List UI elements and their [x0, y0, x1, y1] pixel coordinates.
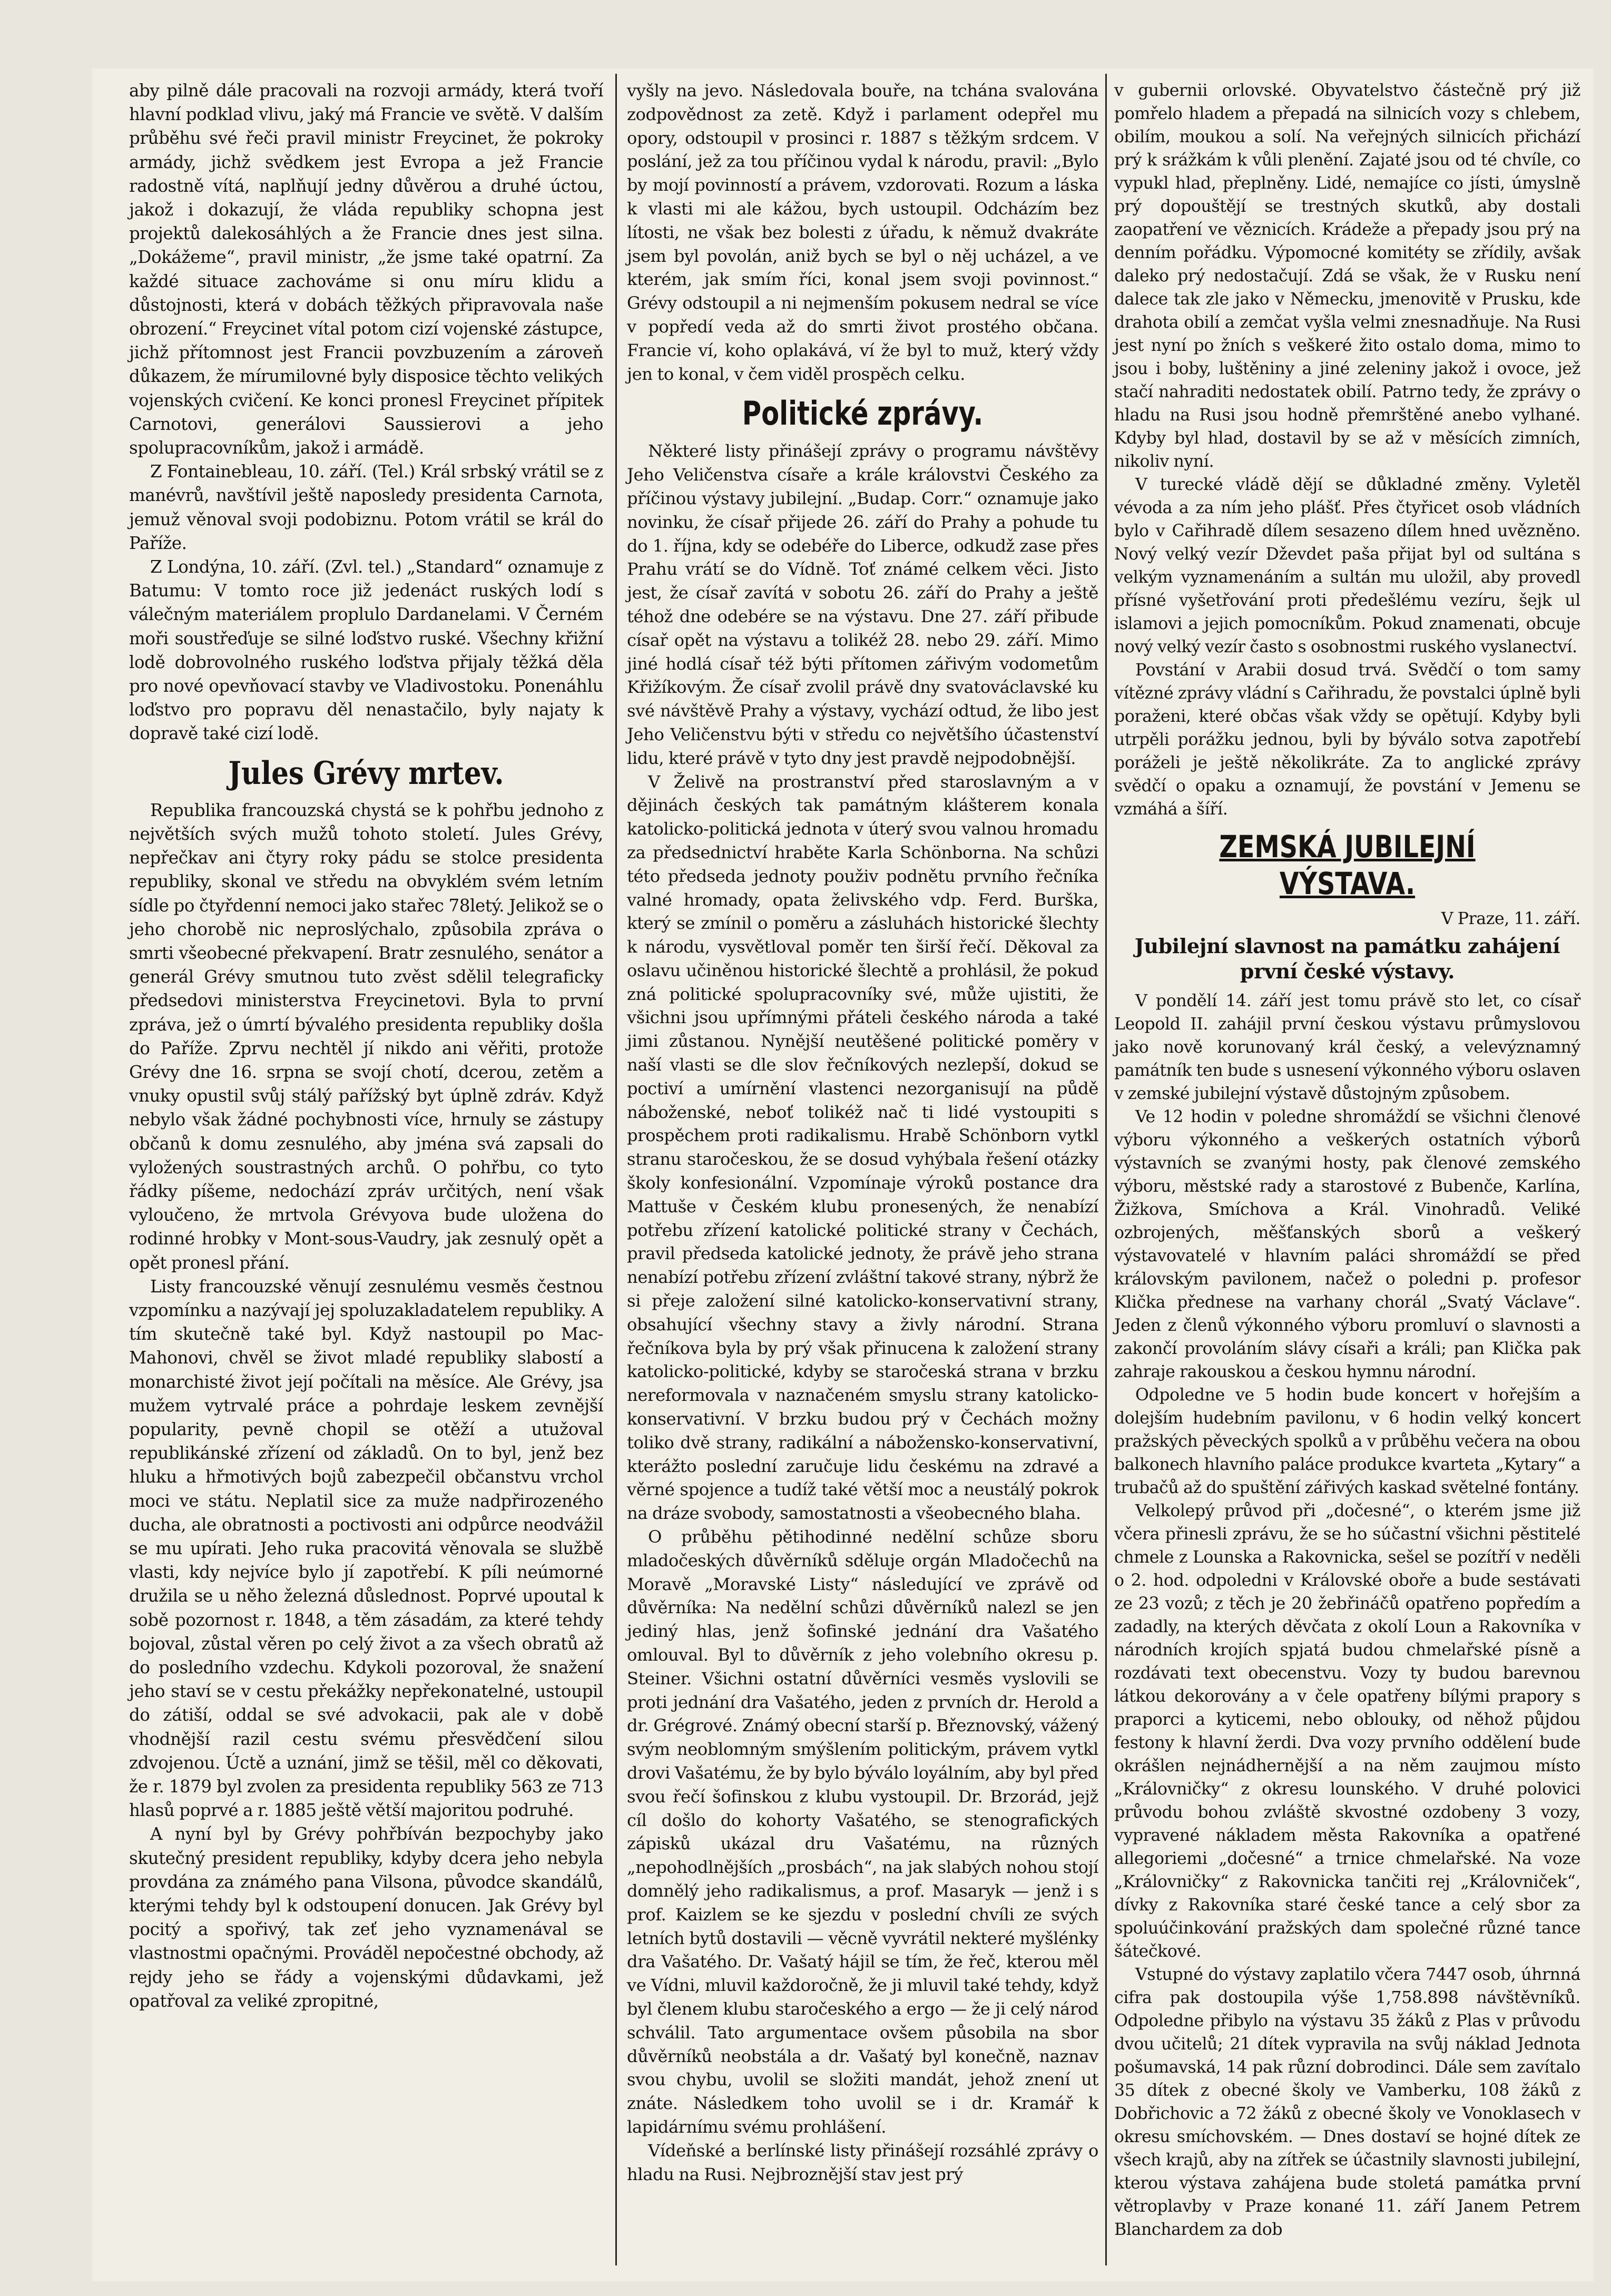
article-subheading: Jubilejní slavnost na památku zahájení první české výstavy.: [1134, 934, 1560, 983]
column-rule: [1105, 74, 1107, 2265]
article-paragraph: Vídeňské a berlínské listy přinášejí rozsáhlé zprávy o hladu na Rusi. Nejbroznější stav jest prý: [627, 2140, 1098, 2184]
article-paragraph: Některé listy přinášejí zprávy o programu návštěvy Jeho Veličenstva císaře a krále královstvi Českého za příčinou výstavy jubilejní. „Budap. Corr.“ oznamuje jako novinku, že císař přijede 26. září do Prahy a pohude tu do 1. října, kdy se odebéře do Liberce, odkudž zase přes Prahu vrátí se do Vídně. Toť známé celkem věci. Jisto jest, že císař zavítá v sobotu 26. září do Prahy a ještě téhož dne odebére se na výstavu. Dne 27. září přibude císař opět na výstavu a tolikéž 28. nebo 29. září. Mimo jiné hodlá císař též býti přítomen zářivým vodometům Křižíkovým. Že císař zvolil právě dny svatováclavské ku své návštěvě Prahy a výstavy, vychází odtud, že libo jest Jeho Veličenstvu býti v středu co největšího účastenství lidu, které právě v tyto dny jest pravdě nejpodobnější.: [627, 441, 1098, 768]
column-middle: [627, 79, 1098, 2186]
article-paragraph: V pondělí 14. září jest tomu právě sto let, co císař Leopold II. zahájil první českou výstavu průmyslovou jako nově korunovaný král český, a velevýznamný památník ten bude s usnesení výkonného výboru oslaven v zemské jubilejní výstavě důstojným způsobem.: [1114, 992, 1580, 1103]
article-paragraph: Republika francouzská chystá se k pohřbu jednoho z největších svých mužů tohoto století. Jules Grévy, nepřečkav ani čtyry roky pádu se stolce presidenta republiky, skonal ve středu na obvyklém svém letním sídle po čtyřdenní nemoci jako stařec 78letý. Jelikož se o jeho chorobě nic neproslýchalo, způsobila zpráva o smrti všeobecné překvapení. Bratr zesnulého, senátor a generál Grévy smutnou tuto zvěst sdělil telegraficky předsedovi ministerstva Freycinetovi. Byla to první zpráva, jež o úmrtí bývalého presidenta republiky došla do Paříže. Zprvu nechtěl jí nikdo ani věřiti, protože Grévy dne 16. srpna se svojí chotí, dcerou, zetěm a vnuky opustil svůj stálý pařížský byt úplně zdráv. Když nebylo však žádné pochybnosti více, hrnuly se zástupy občanů k domu zesnulého, aby jména svá zapsali do vyložených soustrastných archů. O pohřbu, co tyto řádky píšeme, nedochází zpráv určitých, není však vyloučeno, že mrtvola Grévyova bude uložena do rodinné hrobky v Mont-sous-Vaudry, jak zesnulý opět a opět pronesl přání.: [129, 800, 603, 1273]
article-paragraph: Vstupné do výstavy zaplatilo včera 7447 osob, úhrnná cifra pak dostoupila výše 1,758.898 návštěvníků. Odpoledne přibylo na výstavu 35 žáků z Plas v průvodu dvou učitelů; 21 dítek vypravila na svůj náklad Jednota pošumavská, 14 pak různí dobrodinci. Dále sem zavítalo 35 dítek z obecné školy ve Vamberku, 108 žáků z Dobřichovic a 72 žáků z obecné školy ve Vonoklasech v okresu smíchovském. — Dnes dostaví se hojné dítek ze všech krajů, aby na zítřek se účastnily slavnosti jubilejní, kterou výstava zahájena bude stoletá památka první větroplavby v Praze konané 11. září Janem Petrem Blanchardem za dob: [1114, 1965, 1580, 2239]
article-paragraph: A nyní byl by Grévy pohřbíván bezpochyby jako skutečný president republiky, kdyby dcera jeho nebyla provdána za známého pana Vilsona, původce skandálů, kterými tehdy byl k odstoupení donucen. Jak Grévy byl pocitý a spořivý, tak zeť jeho vyznamenával se vlastnostmi opačnými. Prováděl nepočestné obchody, až rejdy jeho se řády a vojenskými důdavkami, jež opatřoval za veliké zpropitné,: [129, 1824, 603, 2011]
telegram-paragraph: Z Fontainebleau, 10. září. (Tel.) Král srbský vrátil se z manévrů, navštívil ještě naposledy presidenta Carnota, jemuž věnoval svoji podobiznu. Potom vrátil se král do Paříže.: [129, 462, 603, 553]
article-paragraph: V turecké vládě dějí se důkladné změny. Vyletěl vévoda a za ním jeho plášť. Přes čtyřicet osob vládních bylo v Cařihradě dílem sesazeno dílem hned uvězněno. Nový velký vezír Dževdet paša přijat byl od sultána s velkým vyznamenáním a sultán mu uložil, aby provedl přísné vyšetřování proti předešlému vezíru, šejk ul islamovi a jejich pomocníkům. Pokud znamenati, obcuje nový velký vezír často s osobnostmi ruského vyslanectví.: [1114, 475, 1580, 656]
telegram-paragraph: Z Londýna, 10. září. (Zvl. tel.) „Standard“ oznamuje z Batumu: V tomto roce již jedenáct ruských lodí s válečným materiálem proplulo Dardanelami. V Černém moři soustřeďuje se silné loďstvo ruské. Všechny křižní lodě dobrovolného ruského loďstva přijaly těžká děla pro nové opevňovací stavby ve Vladivostoku. Ponenáhlu loďstvo pro popravu děl nenastačilo, byly najaty k dopravě také cizí lodě.: [129, 557, 603, 744]
section-heading: Politické zprávy.: [742, 394, 984, 433]
section-heading: ZEMSKÁ JUBILEJNÍ VÝSTAVA.: [1219, 829, 1476, 901]
article-paragraph: aby pilně dále pracovali na rozvoji armády, která tvoří hlavní podklad vlivu, jaký má Francie ve světě. V dalším průběhu své řeči pravil ministr Freycinet, že pokroky armády, jichž svědkem jest Evropa a jež Francie radostně vítá, naplňují jedny důvěrou a druhé úctou, jakož i dokazují, že vláda republiky schopna jest projektů dalekosáhlých a že Francie dnes jest silna. „Dokážeme“, pravil ministr, „že jsme také opatrní. Za každé situace zachováme si onu míru klidu a důstojnosti, která v dobách těžkých připravovala naše obrození.“ Freycinet vítal potom cizí vojenské zástupce, jichž přítomnost jest Francii povzbuzením a zároveň důkazem, že mírumilovné byly disposice těchto velikých vojenských cvičení. Ke konci pronesl Freycinet přípitek Carnotovi, generálovi Saussierovi a jeho spolupracovníkům, jakož i armádě.: [129, 81, 603, 458]
article-paragraph: Ve 12 hodin v poledne shromáždí se všichni členové výboru výkonného a veškerých ostatních výborů výstavních se zvanými hosty, pak členové zemského výboru, městské rady a starostové z Bubenče, Karlína, Žižkova, Smíchova a Král. Vinohradů. Veliké ozbrojených, měšťanských sborů a veškerý výstavovatelé v hlavním paláci shromáždí se před královským pavilonem, načež o poledni p. profesor Klička přednese na varhany chorál „Svatý Václave“. Jeden z členů výkonného výboru promluví o slavnosti a zakončí provoláním slávy císaři a králi; pan Klička pak zahraje rakouskou a českou hymnu národní.: [1114, 1107, 1580, 1381]
column-rule: [615, 74, 617, 2265]
article-paragraph: Velkolepý průvod při „dočesné“, o kterém jsme již včera přinesli zprávu, že se ho súčastní všichni pěstitelé chmele z Lounska a Rakovnicka, sešel se pozítří v neděli o 2. hod. odpoledni v Královské oboře a bude sestávati ze 23 vozů; z těch je 20 žebřináčů opatřeno popředím a zadadly, na kterých děvčata z okolí Loun a Rakovníka v národních krojích spjatá budou chmelařské písně a rozdávati text obecenstvu. Vozy ty budou barevnou látkou dekorovány a v čele opatřeny bílými prapory s praporci a kyticemi, nebo oblouky, od něhož půjdou festony k hlavní žerdi. Dva vozy prvního oddělení bude okrášlen nejnádhernější a na něm zaujmou místo „Královničky“ z okresu lounského. V druhé polovici průvodu bohou zvláště skvostné ozdobeny 3 vozy, vypravené nákladem města Rakovníka a opatřené allegoriemi „dočesné“ a trnice chmelařské. Na voze „Královničky“ z Rakovnicka tančiti rej „Královniček“, dívky z Rakovníka staré české tance a celý sbor za spoluúčinkování pražských dam společné různé tance šátečkové.: [1114, 1502, 1580, 1961]
article-paragraph: Povstání v Arabii dosud trvá. Svědčí o tom samy vítězné zprávy vládní s Cařihradu, že povstalci úplně byli poraženi, které občas však vždy se opětují. Kdyby byli utrpěli porážku jednou, byli by býválo sotva zapotřebí poráželi je ještě několikráte. Za to anglické zprávy svědčí o opaku a oznamují, že povstání v Jemenu se vzmáhá a šíří.: [1114, 661, 1580, 819]
column-left: [129, 79, 603, 2013]
article-paragraph: vyšly na jevo. Následovala bouře, na tchána svalována zodpovědnost za zetě. Když i parlament odepřel mu opory, odstoupil v prosinci r. 1887 s těžkým srdcem. V poslání, jež za tou příčinou vydal k národu, pravil: „Bylo by mojí povinností a právem, vzdorovati. Rozum a láska k vlasti mi ale kážou, bych ustoupil. Odcházím bez lítosti, ne však bez bolesti z úřadu, k němuž dvakráte jsem byl povolán, aniž bych se byl o něj ucházel, a ve kterém, jak smím říci, konal jsem svoji povinnost.“ Grévy odstoupil a ni nejmenším pokusem nedral se více v popředí veda až do smrti život prostého občana. Francie ví, koho oplakává, ví že byl to muž, který vždy jen to konal, v čem viděl prospěch celku.: [627, 81, 1098, 384]
article-heading: Jules Grévy mrtev.: [228, 754, 504, 792]
article-paragraph: Listy francouzské věnují zesnulému vesměs čestnou vzpomínku a nazývají jej spoluzakladatelem republiky. A tím skutečně také byl. Když nastoupil po Mac-Mahonovi, chvěl se život mladé republiky slabostí a monarchisté život její počítali na měsíce. Ale Grévy, jsa mužem vytrvalé práce a pohrdaje leskem zevnější popularity, pevně chopil se otěží a utužoval republikánské zřízení od základů. On to byl, jenž bez hluku a hřmotivých bojů zabezpečil občanstvu vrchol moci ve státu. Neplatil sice za muže nadpřirozeného ducha, ale obratnosti a poctivosti ani odpůrce neodvážil se mu upírati. Jeho ruka pracovitá věnovala se službě vlasti, kdy nejvíce bylo jí zapotřebí. K píli neúmorné družila se u něho železná důslednost. Poprvé upoutal k sobě pozornost r. 1848, a těm zásadám, za které tehdy bojoval, zůstal věren po celý život a za všech obratů až do posledního vzdechu. Kdykoli pozoroval, že snažení jeho staví se v cestu překážky nepřekonatelné, ustoupil do zátiší, oddal se své advokacii, pak ale v době vhodnější razil cestu svému přesvědčení silou zdvojenou. Úctě a uznání, jimž se těšil, měl co děkovati, že r. 1879 byl zvolen za presidenta republiky 563 ze 713 hlasů poprvé a r. 1885 ještě větší majoritou podruhé.: [129, 1276, 603, 1821]
article-paragraph: V Želivě na prostranství před staroslavným a v dějinách českých tak památným klášterem konala katolicko-politická jednota v úterý svou valnou hromadu za předsednictví hraběte Karla Schönborna. Na schůzi této předseda jednoty použiv podnětu prvního řečníka valné hromady, opata želivského vdp. Ferd. Burška, který se zmínil o poměru a zásluhách historické šlechty k národu, vysvětloval poměr ten širší řečí. Děkoval za oslavu učiněnou historické šlechtě a prohlásil, že pokud zná politické spolupracovníky své, může ujistiti, že všichni jsou upřímnými přáteli českého národa a také jimi zůstanou. Nynější neutěšené politické poměry v naší vlasti se dle slov řečníkových nezlepší, dokud se poctiví a umírnění vlastenci nezorganisují na půdě náboženské, neboť tolikéž nač ti lidé vystoupiti s prospěchem proti radikalismu. Hrabě Schönborn vytkl stranu staročeskou, že se dosud vyhýbala řešení otázky školy konfesionální. Vzpomínaje výroků postance dra Mattuše v Českém klubu pronesených, že nenabízí potřebu zřízení katolické politické strany v Čechách, pravil předseda katolické jednoty, že právě jeho strana nenabízí potřebu zřízení zvláštní takové strany, nýbrž že si přeje založení silné katolicko-konservativní strany, obsahující všechny stavy a živly národní. Strana řečníkova byla by prý však přinucena k založení strany katolicko-politické, kdyby se staročeská strana v brzku nereformovala v naznačeném smyslu strany katolicko-konservativní. V brzku budou prý v Čechách možny toliko dvě strany, radikální a nábožensko-konservativní, kterážto poslední zaručuje lidu českému na zdravé a věrné spojence a tudíž také větší moc a neustálý pokrok na dráze svobody, samostatnosti a všeobecného blaha.: [627, 771, 1098, 1524]
article-paragraph: O průběhu pětihodinné nedělní schůze sboru mladočeských důvěrníků sděluje orgán Mladočechů na Moravě „Moravské Listy“ následující ve zprávě od důvěrníka: Na nedělní schůzi důvěrníků nalezl se jen jediný hlas, jenž šofinské jednání dra Vašatého omlouval. Byl to důvěrník z jeho volebního okresu p. Steiner. Všichni ostatní důvěrníci vesměs vyslovili se proti jednání dra Vašatého, jeden z prvních dr. Herold a dr. Grégrové. Známý obecní starší p. Březnovský, vážený svým neoblomným smýšlením politickým, právem vytkl drovi Vašatému, že by bylo býválo loyálním, aby byl před svou řečí šofinskou z klubu vystoupil. Dr. Brzorád, jejž cíl došlo do kohorty Vašatého, se stenografických zápisků ukázal dru Vašatému, na různých „nepohodlnějších „prosbách“, na jak slabých nohou stojí domnělý jeho radikalismus, a prof. Masaryk — jenž i s prof. Kaizlem se ke sjezdu v poslední chvíli ze svých letních bytů dostavili — věcně vyvrátil nekteré myšlénky dra Vašatého. Dr. Vašatý hájil se tím, že řeč, kterou měl ve Vídni, mluvil každoročně, že ji mluvil také tehdy, když byl členem klubu staročeského a ergo — že ji celý národ schválil. Tato argumentace ovšem působila na sbor důvěrníků neobstála a dr. Vašatý byl konečně, naznav svou chybu, uvolil se složiti mandát, jehož znení ut znáte. Následkem toho uvolil se i dr. Kramář k lapidárnímu svému prohlášení.: [627, 1527, 1098, 2137]
dateline: V Praze, 11. září.: [1441, 909, 1580, 928]
article-paragraph: Odpoledne ve 5 hodin bude koncert v hořejším a dolejším hudebním pavilonu, v 6 hodin velký koncert pražských pěveckých spolků a v průběhu večera na obou balkonech hlavního paláce produkce kvarteta „Kytary“ a trubačů až do spuštění zářivých kaskad světelné fontány.: [1114, 1386, 1580, 1497]
article-paragraph: v gubernii orlovské. Obyvatelstvo částečně prý již pomřelo hladem a přepadá na silnicích vozy s chlebem, obilím, moukou a solí. Na veřejných silnicích přichází prý k srážkám k vůli plenění. Zajaté jsou od té chvíle, co vypukl hlad, přeplněny. Lidé, nemajíce co jísti, úmyslně prý dopouštějí se trestných skutků, aby dostali zaopatření ve věznicích. Krádeže a přepady jsou prý na denním pořádku. Výpomocné komitéty se zřídily, avšak daleko prý nedostačují. Zdá se však, že v Rusku není dalece tak zle jako v Německu, jmenovitě v Prusku, kde drahota obilí a zemčat vyšla velmi znesnadňuje. Na Rusi jest nyní po žních s veškeré žito ostalo doma, mimo to jsou i boby, luštěniny a jiné zeleniny jakož i ovoce, jež stačí nahraditi nedostatek obilí. Patrno tedy, že zprávy o hladu na Rusi jsou hodně přemrštěné anebo vylhané. Kdyby byl hlad, dostavil by se až v měsících zimních, nikoliv nyní.: [1114, 81, 1580, 471]
column-right: [1114, 79, 1580, 2241]
